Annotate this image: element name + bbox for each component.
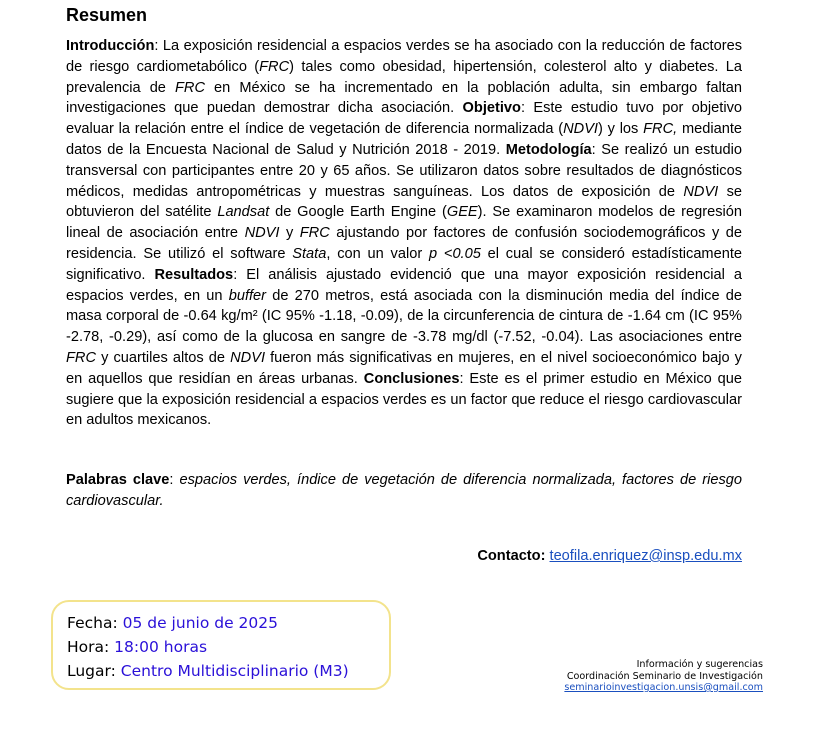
abstract-text: de 270 metros, está asociada con la disminución media del índice de masa corporal de -0.64 kg/m² (IC 95% -1.18, -0.09), de la circunferencia de cintura de -1.64 cm (IC 95% -2.78, -0.29), así como de la glucosa en sangre de -3.78 mg/dl (-7.52, -0.04). Las asociaciones entre [66,287,742,346]
abstract-text: ) y los [597,121,644,138]
contact-email-link[interactable]: teofila.enriquez@insp.edu.mx [549,548,742,564]
abbr-frc: FRC [174,79,205,96]
abstract-text: y [279,225,300,242]
abbr-frc: FRC, [643,121,678,138]
place-label: Lugar: [67,662,121,680]
abstract-text: : Este estudio tuvo por objetivo evaluar la relación entre el índice de vegetación de diferencia normalizada ( [66,100,742,138]
abbr-gee: GEE [446,204,478,221]
abbr-ndvi: NDVI [563,121,598,138]
term-pvalue: p <0.05 [429,245,481,262]
date-value: 05 de junio de 2025 [122,614,278,632]
date-label: Fecha: [67,614,123,632]
resultados-label: Resultados [154,266,234,283]
section-heading: Resumen [66,5,148,25]
info-block [564,659,763,694]
objetivo-label: Objetivo [462,100,521,117]
metodologia-label: Metodología [505,141,592,158]
contact-label: Contacto: [477,548,546,564]
abstract-paragraph [66,36,742,431]
abstract-text: se obtuvieron del satélite [66,183,742,221]
abstract-text: de Google Earth Engine ( [269,204,447,221]
abstract-text: en México se ha incrementado en la población adulta, sin embargo faltan investigaciones que puedan demostrar dicha asociación. [66,79,742,117]
keywords-separator: : [169,472,180,488]
abbr-ndvi: NDVI [230,349,266,366]
abstract-text: ) tales como obesidad, hipertensión, colesterol alto y diabetes. La prevalencia de [66,58,743,96]
term-buffer: buffer [228,287,267,304]
event-time [67,635,389,659]
keywords-text: espacios verdes, índice de vegetación de diferencia normalizada, factores de riesgo cardiovascular. [66,472,742,509]
abbr-ndvi: NDVI [244,225,280,242]
event-place [67,659,389,683]
abbr-frc: FRC [259,58,290,75]
event-date [67,611,389,635]
abstract-text: : Este es el primer estudio en México que sugiere que la exposición residencial a espacios verdes es un factor que reduce el riesgo cardiovascular en adultos mexicanos. [66,370,743,429]
term-stata: Stata [292,245,327,262]
abstract-text: fueron más significativas en mujeres, en el nivel socioeconómico bajo y en aquellos que residían en áreas urbanas. [66,349,742,387]
abbr-ndvi: NDVI [683,183,719,200]
info-line-2: Coordinación Seminario de Investigación [566,670,763,682]
time-value: 18:00 horas [114,638,208,656]
event-details-box [51,600,391,690]
keywords-paragraph [66,470,742,512]
conclusiones-label: Conclusiones [363,370,460,387]
term-landsat: Landsat [217,204,270,221]
info-email-link[interactable]: seminarioinvestigacion.unsis@gmail.com [564,682,763,693]
abstract-text: ). Se examinaron modelos de regresión lineal de asociación entre [66,204,743,242]
abstract-text: ajustando por factores de confusión sociodemográficos y de residencia. Se utilizó el software [66,225,742,262]
abstract-text: el cual se consideró estadísticamente significativo. [66,245,742,283]
abstract-text: : Se realizó un estudio transversal con participantes entre 20 y 65 años. Se utilizaron datos sobre resultados de diagnósticos médicos, medidas antropométricas y muestras sanguíneas. Los datos de exposición de [66,141,742,200]
time-label: Hora: [67,638,115,656]
place-value: Centro Multidisciplinario (M3) [120,662,349,680]
abstract-text: : La exposición residencial a espacios verdes se ha asociado con la reducción de factores de riesgo cardiometabólico ( [66,38,742,75]
abstract-text: , con un valor [326,245,429,262]
keywords-label: Palabras clave [66,472,170,488]
abbr-frc: FRC [299,225,330,242]
contact-line [477,546,742,566]
info-line-1: Información y sugerencias [636,659,763,670]
abstract-text: y cuartiles altos de [96,349,231,366]
abbr-frc: FRC [66,349,96,366]
abstract-text: : El análisis ajustado evidenció que una mayor exposición residencial a espacios verdes, en un [66,266,742,304]
abstract-text: mediante datos de la Encuesta Nacional de Salud y Nutrición 2018 - 2019. [66,121,742,158]
intro-label: Introducción [66,38,155,54]
